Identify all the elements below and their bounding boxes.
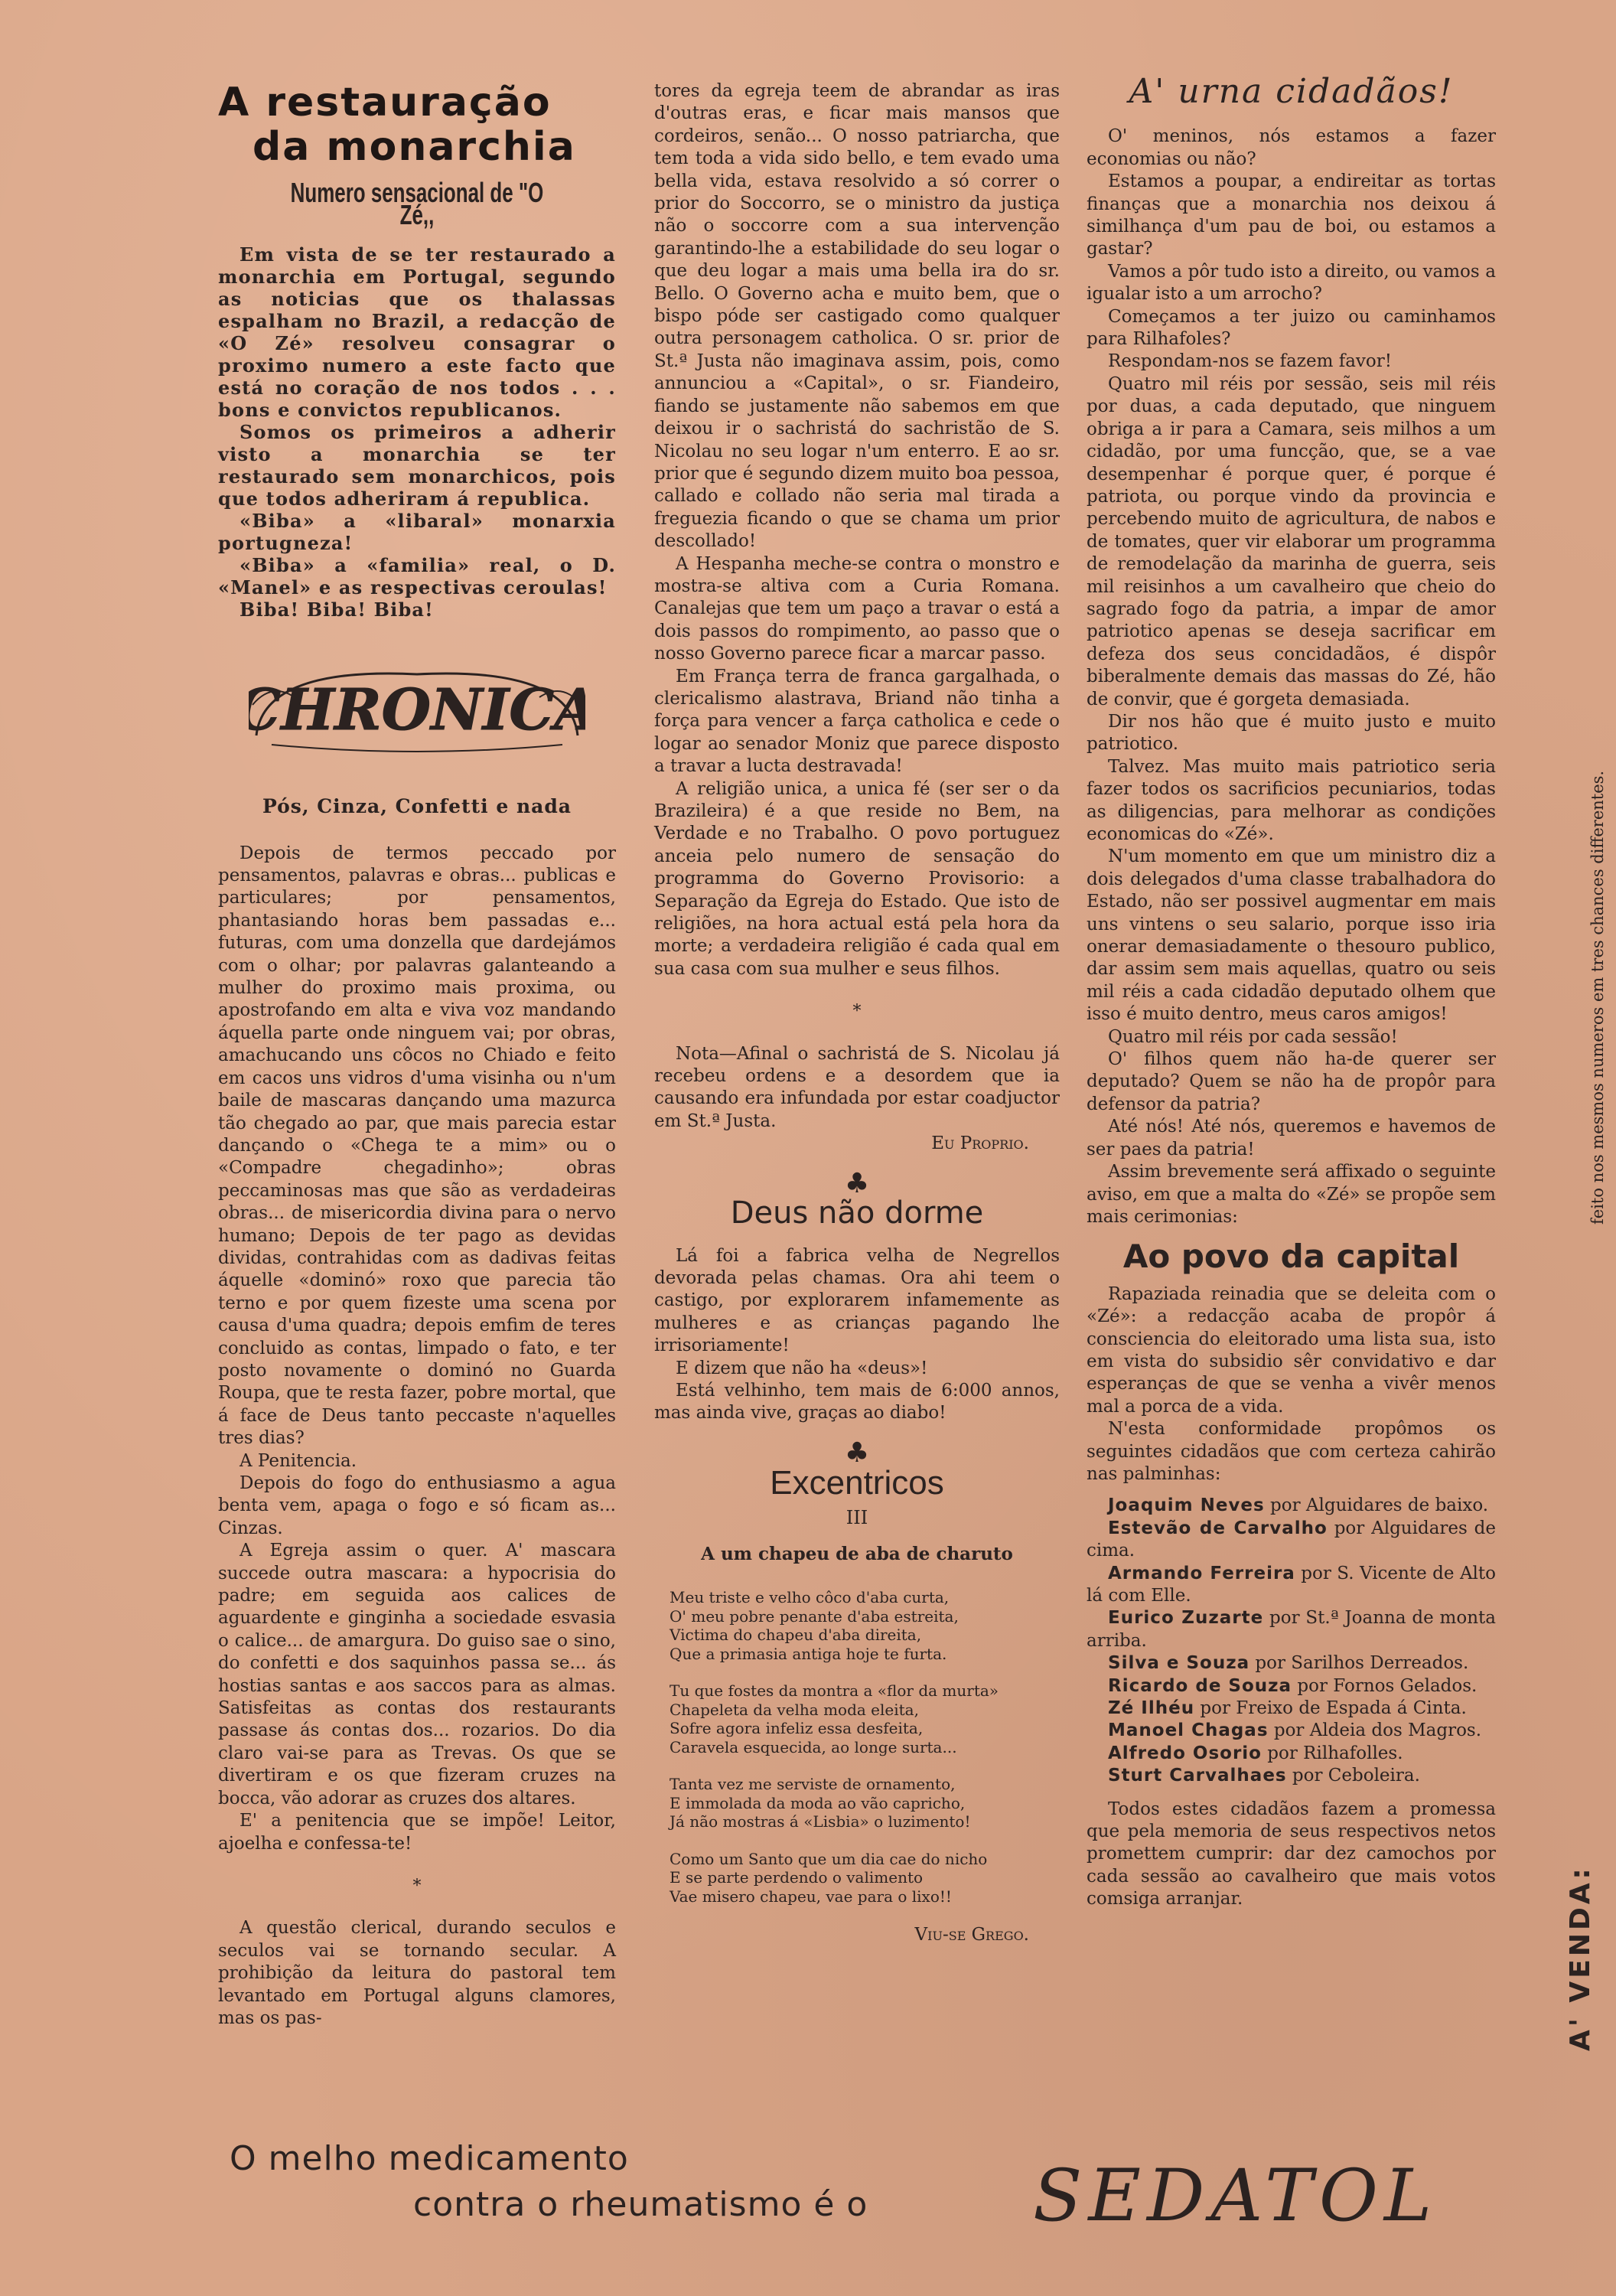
article-paragraph: A Hespanha meche-se contra o monstro e mostra-se altiva com a Curia Romana. Canalejas que tem um paço a travar o está a dois passos do rompimento, ao passo que o nosso Governo parece ficar a marcar passo. bbox=[654, 553, 1060, 664]
headline-restauracao bbox=[218, 80, 616, 169]
poem-stanza bbox=[670, 1588, 1060, 1663]
poem-signature: Viu-se Grego. bbox=[914, 1925, 1029, 1945]
ad-line-1: O melho medicamento bbox=[230, 2139, 629, 2178]
candidate-item bbox=[1087, 1518, 1496, 1563]
poem-line: Vae misero chapeu, vae para o lixo!! bbox=[670, 1887, 952, 1906]
candidate-place: por Ceboleira. bbox=[1292, 1766, 1420, 1786]
candidate-name: Silva e Souza bbox=[1108, 1653, 1250, 1674]
poem-line: Como um Santo que um dia cae do nicho bbox=[670, 1849, 988, 1868]
poem-line: Meu triste e velho côco d'aba curta, bbox=[670, 1588, 950, 1607]
poem-line: E se parte perdendo o valimento bbox=[670, 1868, 924, 1887]
article-paragraph: O' filhos quem não ha-de querer ser deputado? Quem se não ha de propôr para defensor da patria? bbox=[1087, 1049, 1496, 1114]
candidate-item bbox=[1087, 1765, 1496, 1787]
excentricos-number: III bbox=[845, 1506, 868, 1528]
chronica-logo-text: CHRONICA bbox=[249, 677, 585, 743]
candidate-item bbox=[1087, 1652, 1496, 1675]
candidate-item bbox=[1087, 1607, 1496, 1652]
candidate-place: por Freixo de Espada á Cinta. bbox=[1200, 1698, 1467, 1719]
side-note-text: feito nos mesmos numeros em tres chances differentes. bbox=[1588, 770, 1607, 1225]
poem-line: O' meu pobre penante d'aba estreita, bbox=[670, 1606, 959, 1626]
a-venda-text: A' VENDA: bbox=[1565, 1865, 1596, 2051]
article-paragraph: Dir nos hão que é muito justo e muito patriotico. bbox=[1087, 711, 1496, 755]
article-paragraph: Quatro mil réis por sessão, seis mil réis por duas, a cada deputado, que ninguem obriga a ir para a Camara, seis milhos a um cidadão, por uma funcção, que, se a vae desempenhar é porque quer, é porque é patriota, ou porque vindo da provincia e percebendo muito de agricultura, de nabos e de tomates, quer vir elaborar um programma de remodelação da marinha de guerra, seis mil reisinhos a um cavalheiro que cheio do sagrado fogo da patria, a impar de amor patriotico apenas se deseja sacrificar em defeza dos seus concidadãos, é dispôr biberalmente demais das massas do Zé, hão de convir, que é gorgeta demasiada. bbox=[1087, 373, 1496, 709]
article-paragraph: Até nós! Até nós, queremos e havemos de ser paes da patria! bbox=[1087, 1117, 1496, 1159]
article-paragraph: Depois de termos peccado por pensamentos, palavras e obras... publicas e particulares; por pensamentos, phantasiando horas bem passadas e... futuras, com uma donzella que dardejámos com o olhar; por palavras galanteando a mulher do proximo mais proxima, ou apostrofando em alta e viva voz mandando áquella parte onde ninguem vai; por obras, amachucando uns côcos no Chiado e feito em cacos uns vidros d'uma visinha ou n'um baile de mascaras dançando uma mazurca tão chegado ao par, que mais parecia estar dançando o «Chega te a mim» ou o «Compadre chegadinho»; obras peccaminosas mas que são as verdadeiras obras... de misericordia divina para o nervo humano; Depois de ter pago as devidas dividas, contrahidas com as dadivas feitas áquelle «dominó» roxo que parecia tão terno e por quem fizeste uma scena por causa d'uma quadra; depois emfim de teres concluido as contas, limpado o fato, e ter posto novamente o dominó no Guarda Roupa, que te resta fazer, pobre mortal, que á face de Deus tanto peccaste n'aquelles tres dias? bbox=[218, 843, 616, 1449]
article-paragraph: Estamos a poupar, a endireitar as tortas finanças que a monarchia nos deixou á similhança d'um pau de boi, ou estamos a gastar? bbox=[1087, 171, 1496, 259]
candidate-place: por Sarilhos Derreados. bbox=[1255, 1653, 1469, 1674]
article-paragraph: E dizem que não ha «deus»! bbox=[676, 1358, 928, 1378]
poem-stanza bbox=[670, 1850, 1060, 1906]
column-middle bbox=[654, 80, 1060, 1947]
article-paragraph: N'um momento em que um ministro diz a dois delegados d'uma classe trabalhadora do Estado, não ser possivel augmentar em mais uns vintens o seu salario, porque isso iria onerar demasiadamente o thesouro publico, dar assim sem mais aquellas, quatro ou seis mil réis a cada cidadão deputado olhem que isso é muito dentro, meus caros amigos! bbox=[1087, 846, 1496, 1025]
deus-nao-dorme-title: Deus não dorme bbox=[730, 1195, 984, 1231]
a-venda-label bbox=[1565, 1821, 1611, 2066]
candidate-name: Joaquim Neves bbox=[1108, 1495, 1265, 1516]
candidate-list bbox=[1087, 1495, 1496, 1787]
excentricos-title: Excentricos bbox=[770, 1464, 944, 1502]
intro-paragraph: Em vista de se ter restaurado a monarchia em Portugal, segundo as noticias que os thalassas espalham no Brazil, a redacção de «O Zé» resolveu consagrar o proximo numero a este facto que está no coração de nos todos . . . bons e convictos republicanos. bbox=[218, 243, 616, 421]
candidate-name: Manoel Chagas bbox=[1108, 1720, 1269, 1741]
poem-line: Tanta vez me serviste de ornamento, bbox=[670, 1775, 956, 1794]
candidate-place: por Aldeia dos Magros. bbox=[1273, 1720, 1482, 1741]
article-paragraph: Respondam-nos se fazem favor! bbox=[1108, 351, 1393, 372]
candidate-item bbox=[1087, 1675, 1496, 1698]
star-separator: * bbox=[852, 1002, 862, 1022]
nota-signature: Eu Proprio. bbox=[931, 1133, 1029, 1154]
chronica-logo bbox=[249, 651, 585, 758]
intro-paragraph: Biba! Biba! Biba! bbox=[239, 598, 434, 621]
article-paragraph: tores da egreja teem de abrandar as iras d'outras eras, e ficar mais mansos que cordeiros, senão... O nosso patriarcha, que tem toda a vida sido bello, e tem evado uma bella vida, estava resolvido a só correr o prior do Soccorro, se o ministro da justiça não o soccorre com a sua intervenção garantindo-lhe a estabilidade do seu logar o que deu logar a mais uma bella ira do sr. Bello. O Governo acha e muito bem, que o bispo póde ser castigado como qualquer outra personagem catholica. O sr. prior de St.ª Justa não imaginava assim, pois, como annunciou a «Capital», o sr. Fiandeiro, fiando se justamente não sabemos em que deixou ir o sachristá do sachristão de S. Nicolau no seu logar n'um enterro. E ao sr. prior que é segundo dizem muito boa pessoa, callado e collado não seria mal tirada a freguezia ficando o que se chama um prior descollado! bbox=[654, 81, 1060, 552]
article-paragraph: A questão clerical, durando seculos e seculos vai se tornando secular. A prohibição da leitura do pastoral tem levantado em Portugal alguns clamores, mas os pas- bbox=[218, 1918, 616, 2028]
article-paragraph: Em França terra de franca gargalhada, o clericalismo alastrava, Briand não tinha a força para vencer a farça catholica e cede o logar ao senador Moniz que parece disposto a travar a lucta destravada! bbox=[654, 666, 1060, 777]
poem-line: Sofre agora infeliz essa desfeita, bbox=[670, 1719, 924, 1738]
article-paragraph: Está velhinho, tem mais de 6:000 annos, mas ainda vive, graças ao diabo! bbox=[654, 1380, 1060, 1424]
column-right bbox=[1087, 72, 1497, 1911]
poem-stanza bbox=[670, 1681, 1060, 1756]
poem-line: E immolada da moda ao vão capricho, bbox=[670, 1793, 966, 1812]
article-paragraph: O' meninos, nós estamos a fazer economias ou não? bbox=[1087, 126, 1496, 169]
article-paragraph: Depois do fogo do enthusiasmo a agua benta vem, apaga o fogo e só ficam as... Cinzas. bbox=[218, 1473, 616, 1538]
candidate-name: Zé Ilhéu bbox=[1108, 1698, 1195, 1719]
candidate-name: Armando Ferreira bbox=[1108, 1563, 1295, 1583]
povo-title: Ao povo da capital bbox=[1122, 1238, 1460, 1276]
candidate-name: Alfredo Osorio bbox=[1108, 1743, 1262, 1763]
headline-line-1: A restauração bbox=[218, 80, 552, 126]
ad-brand: SEDATOL bbox=[1033, 2154, 1438, 2238]
candidate-place: por Alguidares de baixo. bbox=[1270, 1495, 1489, 1516]
intro-paragraph: Somos os primeiros a adherir visto a monarchia se ter restaurado sem monarchicos, pois que todos adheriram á republica. bbox=[218, 420, 616, 510]
subtitle: Numero sensacional de "O Zé,, bbox=[290, 177, 544, 231]
poem-stanza bbox=[670, 1775, 1060, 1831]
article-paragraph: N'esta conformidade propômos os seguintes cidadãos que com certeza cahirão nas palminhas: bbox=[1087, 1419, 1496, 1484]
poem bbox=[654, 1588, 1060, 1906]
candidate-name: Estevão de Carvalho bbox=[1108, 1518, 1328, 1538]
poem-line: Caravela esquecida, ao longe surta... bbox=[670, 1737, 957, 1756]
candidate-item bbox=[1087, 1563, 1496, 1608]
headline-line-2: da monarchia bbox=[252, 124, 576, 170]
article-paragraph: Quatro mil réis por cada sessão! bbox=[1108, 1026, 1398, 1047]
article-paragraph: A religião unica, a unica fé (ser ser o da Brazileira) é a que reside no Bem, na Verdade e no Trabalho. O povo portuguez anceia pelo numero de sensação do programma do Governo Provisorio: a Separação da Egreja do Estado. Que isto de religiões, na hora actual está pela hora da morte; a verdadeira religião é cada qual em sua casa com sua mulher e seus filhos. bbox=[654, 778, 1060, 979]
intro-paragraph: «Biba» a «libaral» monarxia portugneza! bbox=[218, 509, 616, 554]
poem-line: Já não mostras á «Lisbia» o luzimento! bbox=[670, 1812, 971, 1831]
candidate-place: por Fornos Gelados. bbox=[1297, 1675, 1478, 1696]
candidate-name: Eurico Zuzarte bbox=[1108, 1608, 1264, 1629]
article-paragraph: A Egreja assim o quer. A' mascara succede outra mascara: a hypocrisia do padre; em seguida aos calices de aguardente e ginginha a sociedade esvasia o calice... de amargura. Do guiso sae o sino, do confetti e dos saquinhos passa se... ás hostias santas e aos saccos para as almas. Satisfeitas as contas dos restaurants passase ás contas dos... rozarios. Do dia claro vai-se para as Trevas. Os que se divertiram e os que fizeram cruzes na bocca, vão adorar as cruzes dos altares. bbox=[218, 1541, 616, 1808]
sedatol-advertisement bbox=[230, 2139, 1530, 2246]
article-paragraph: Começamos a ter juizo ou caminhamos para Rilhafoles? bbox=[1087, 306, 1496, 350]
candidate-place: por St.ª Joanna de monta arriba. bbox=[1087, 1608, 1496, 1651]
candidate-place: por S. Vicente de Alto lá com Elle. bbox=[1087, 1563, 1497, 1606]
candidate-item bbox=[1087, 1720, 1496, 1742]
poem-line: Victima do chapeu d'aba direita, bbox=[670, 1626, 922, 1645]
article-paragraph: E' a penitencia que se impõe! Leitor, ajoelha e confessa-te! bbox=[218, 1811, 616, 1854]
club-icon: ♣ bbox=[844, 1437, 870, 1469]
article-paragraph: Rapaziada reinadia que se deleita com o «Zé»: a redacção acaba de propôr á consciencia do eleitorado uma lista sua, isto em vista do subsidio sêr convidativo e dar esperanças de que se venha a vivêr menos mal a porca de a vida. bbox=[1087, 1283, 1496, 1417]
candidate-place: por Rilhafolles. bbox=[1267, 1743, 1403, 1763]
chronica-subtitle: Pós, Cinza, Confetti e nada bbox=[262, 795, 572, 818]
intro-text bbox=[218, 243, 616, 621]
article-paragraph: Assim brevemente será affixado o seguinte aviso, em que a malta do «Zé» se propõe sem mais cerimonias: bbox=[1087, 1162, 1496, 1227]
ad-line-2: contra o rheumatismo é o bbox=[413, 2185, 868, 2224]
candidate-item bbox=[1087, 1743, 1496, 1765]
club-icon: ♣ bbox=[844, 1167, 870, 1199]
poem-line: Que a primasia antiga hoje te furta. bbox=[670, 1644, 947, 1663]
article-paragraph: Talvez. Mas muito mais patriotico seria fazer todos os sacrificios pecuniarios, todas as diligencias, para melhorar as condições economicas do «Zé». bbox=[1087, 756, 1496, 844]
poem-line: Tu que fostes da montra a «flor da murta» bbox=[670, 1681, 999, 1701]
urna-title: A' urna cidadãos! bbox=[1129, 72, 1454, 111]
intro-paragraph: «Biba» a «familia» real, o D. «Manel» e as respectivas ceroulas! bbox=[218, 553, 616, 598]
column-left bbox=[218, 80, 616, 2030]
side-note bbox=[1582, 704, 1613, 1240]
candidate-name: Ricardo de Souza bbox=[1108, 1675, 1292, 1696]
article-paragraph: Vamos a pôr tudo isto a direito, ou vamos a igualar isto a um arrocho? bbox=[1087, 261, 1496, 305]
candidate-name: Sturt Carvalhaes bbox=[1108, 1766, 1287, 1786]
candidate-place: por Alguidares de cima. bbox=[1087, 1518, 1497, 1561]
nota-paragraph: Nota—Afinal o sachristá de S. Nicolau já recebeu ordens e a desordem que ia causando era infundada por estar coadjuctor em St.ª Justa. bbox=[654, 1043, 1060, 1131]
candidate-item bbox=[1087, 1495, 1496, 1517]
article-paragraph: Lá foi a fabrica velha de Negrellos devorada pelas chamas. Ora ahi teem o castigo, por explorarem infamemente as mulheres e as crianças pagando lhe irrisoriamente! bbox=[654, 1245, 1060, 1356]
poem-line: Chapeleta da velha moda eleita, bbox=[670, 1700, 919, 1719]
poem-title: A um chapeu de aba de charuto bbox=[701, 1543, 1013, 1564]
candidate-item bbox=[1087, 1698, 1496, 1720]
star-separator: * bbox=[412, 1876, 422, 1896]
closing-paragraph: Todos estes cidadãos fazem a promessa que pela memoria de seus respectivos netos promettem cumprir: dar dez camochos por cada sessão ao cavalheiro que mais votos comsiga arranjar. bbox=[1087, 1799, 1496, 1910]
article-paragraph: A Penitencia. bbox=[239, 1450, 357, 1471]
